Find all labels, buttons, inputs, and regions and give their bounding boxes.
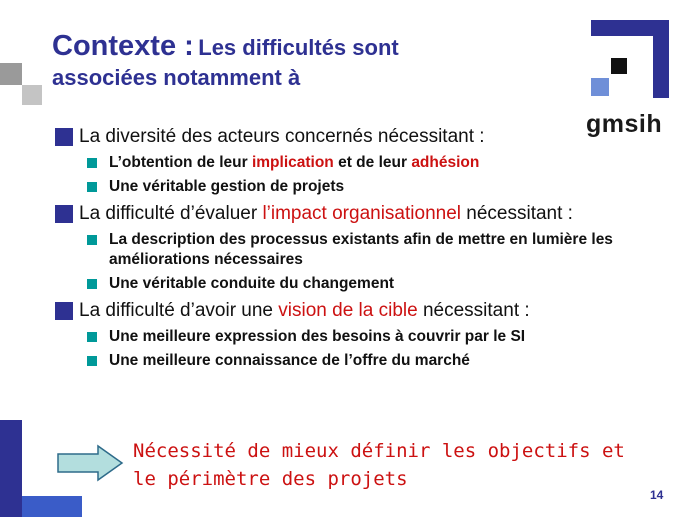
slide-title — [52, 30, 572, 91]
bullet-square-icon — [55, 302, 73, 320]
bullet-small-icon — [87, 182, 97, 192]
item-text: Une véritable gestion de projets — [109, 178, 345, 195]
section-1-item-1 — [87, 153, 655, 173]
section-3 — [55, 299, 655, 323]
section-3-text: La difficulté d’avoir une — [79, 300, 279, 321]
section-2-item-2 — [87, 274, 655, 294]
section-1-item-2 — [87, 177, 655, 197]
section-2 — [55, 202, 655, 226]
bullet-content — [55, 120, 655, 371]
bullet-square-icon — [55, 205, 73, 223]
section-2-text: La difficulté d’évaluer — [79, 203, 263, 224]
section-3-item-1 — [87, 327, 655, 347]
item-text: et de leur — [333, 154, 412, 171]
bullet-small-icon — [87, 332, 97, 342]
title-rest: Les difficultés sont — [198, 35, 399, 60]
section-3-text-end: nécessitant : — [417, 300, 530, 321]
title-main: Contexte : — [52, 30, 194, 62]
bullet-square-icon — [55, 128, 73, 146]
section-2-highlight: l’impact organisationnel — [262, 203, 461, 224]
item-text: Une véritable conduite du changement — [109, 275, 395, 292]
page-number: 14 — [650, 488, 664, 502]
decor-square-grey-dark — [0, 63, 22, 85]
bullet-small-icon — [87, 356, 97, 366]
item-highlight: adhésion — [411, 154, 480, 171]
section-3-highlight: vision de la cible — [278, 300, 418, 321]
bullet-small-icon — [87, 235, 97, 245]
conclusion-text: Nécessité de mieux définir les objectifs et le périmètre des projets — [133, 440, 625, 490]
section-3-item-2 — [87, 351, 655, 371]
section-1 — [55, 125, 655, 149]
item-highlight: implication — [251, 154, 334, 171]
title-line2: associées notamment à — [52, 65, 301, 90]
item-text: La description des processus existants afin de mettre en lumière les améliorations nécessaires — [109, 231, 613, 268]
section-2-item-1 — [87, 230, 655, 270]
item-text: L’obtention de leur — [109, 154, 252, 171]
item-text: Une meilleure expression des besoins à couvrir par le SI — [109, 328, 526, 345]
section-1-text: La diversité des acteurs concernés nécessitant : — [79, 126, 485, 147]
item-text: Une meilleure connaissance de l’offre du marché — [109, 352, 470, 369]
bullet-small-icon — [87, 158, 97, 168]
logo-text: gmsih — [586, 110, 663, 138]
decor-square-grey-light — [22, 85, 42, 105]
bullet-small-icon — [87, 279, 97, 289]
arrow-right-icon — [56, 444, 124, 482]
decor-bar-navy — [0, 420, 22, 517]
decor-bar-blue — [22, 496, 82, 517]
section-2-text-end: nécessitant : — [461, 203, 573, 224]
